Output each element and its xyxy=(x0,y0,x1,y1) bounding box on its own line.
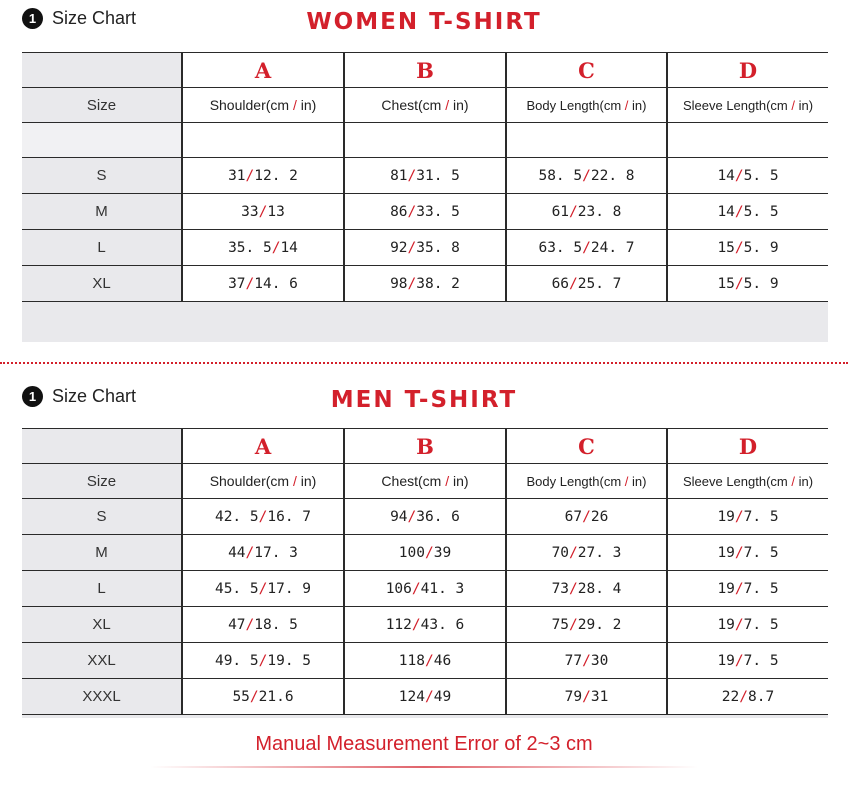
table-row xyxy=(22,266,828,302)
body-length-value: 73/28. 4 xyxy=(506,571,667,607)
body-length-value: 77/30 xyxy=(506,643,667,679)
shoulder-value: 31/12. 2 xyxy=(182,158,344,194)
chest-value: 98/38. 2 xyxy=(344,266,506,302)
size-label: S xyxy=(22,158,182,194)
chest-value: 100/39 xyxy=(344,535,506,571)
size-label: XL xyxy=(22,607,182,643)
size-label: S xyxy=(22,499,182,535)
table-row xyxy=(22,499,828,535)
men-size-table xyxy=(22,428,828,715)
letter-d: D xyxy=(667,53,828,88)
letter-c: C xyxy=(506,429,667,464)
blank-cell xyxy=(506,123,667,158)
sleeve-length-value: 19/7. 5 xyxy=(667,571,828,607)
chest-value: 112/43. 6 xyxy=(344,607,506,643)
body-length-header: Body Length(cm / in) xyxy=(506,88,667,123)
shoulder-value: 33/13 xyxy=(182,194,344,230)
body-length-value: 67/26 xyxy=(506,499,667,535)
chest-value: 118/46 xyxy=(344,643,506,679)
table-row xyxy=(22,194,828,230)
size-header: Size xyxy=(22,464,182,499)
blank-cell xyxy=(344,123,506,158)
shoulder-value: 42. 5/16. 7 xyxy=(182,499,344,535)
letter-a: A xyxy=(182,429,344,464)
size-chart-label: Size Chart xyxy=(52,386,137,406)
letter-b: B xyxy=(344,429,506,464)
shoulder-value: 47/18. 5 xyxy=(182,607,344,643)
shoulder-value: 55/21.6 xyxy=(182,679,344,715)
body-length-value: 75/29. 2 xyxy=(506,607,667,643)
size-chart-label: Size Chart xyxy=(52,8,137,28)
body-length-value: 58. 5/22. 8 xyxy=(506,158,667,194)
table-row xyxy=(22,158,828,194)
men-tshirt-title: MEN T-SHIRT xyxy=(330,387,518,413)
body-length-value: 61/23. 8 xyxy=(506,194,667,230)
sleeve-length-value: 19/7. 5 xyxy=(667,607,828,643)
size-label: M xyxy=(22,535,182,571)
table-row xyxy=(22,643,828,679)
chest-value: 106/41. 3 xyxy=(344,571,506,607)
chest-header: Chest(cm / in) xyxy=(344,464,506,499)
shoulder-value: 45. 5/17. 9 xyxy=(182,571,344,607)
table-row xyxy=(22,230,828,266)
column-header-row xyxy=(22,88,828,123)
sleeve-length-value: 22/8.7 xyxy=(667,679,828,715)
blank-cell xyxy=(22,123,182,158)
chest-value: 124/49 xyxy=(344,679,506,715)
chest-value: 81/31. 5 xyxy=(344,158,506,194)
size-label: XXL xyxy=(22,643,182,679)
shoulder-header: Shoulder(cm / in) xyxy=(182,88,344,123)
women-tshirt-title: WOMEN T-SHIRT xyxy=(306,9,542,35)
shoulder-value: 35. 5/14 xyxy=(182,230,344,266)
sleeve-length-header: Sleeve Length(cm / in) xyxy=(667,88,828,123)
size-label: XL xyxy=(22,266,182,302)
women-size-chart-section xyxy=(0,0,848,350)
sleeve-length-value: 15/5. 9 xyxy=(667,230,828,266)
body-length-value: 79/31 xyxy=(506,679,667,715)
size-header: Size xyxy=(22,88,182,123)
letter-c: C xyxy=(506,53,667,88)
size-label: L xyxy=(22,230,182,266)
section-divider xyxy=(0,362,848,364)
letter-b: B xyxy=(344,53,506,88)
chest-header: Chest(cm / in) xyxy=(344,88,506,123)
sleeve-length-value: 14/5. 5 xyxy=(667,194,828,230)
blank-cell xyxy=(182,123,344,158)
size-label: M xyxy=(22,194,182,230)
sleeve-length-value: 14/5. 5 xyxy=(667,158,828,194)
chest-value: 94/36. 6 xyxy=(344,499,506,535)
sleeve-length-header: Sleeve Length(cm / in) xyxy=(667,464,828,499)
body-length-header: Body Length(cm / in) xyxy=(506,464,667,499)
sleeve-length-value: 15/5. 9 xyxy=(667,266,828,302)
letter-corner-cell xyxy=(22,429,182,464)
number-badge-icon: 1 xyxy=(22,386,43,407)
body-length-value: 70/27. 3 xyxy=(506,535,667,571)
blank-cell xyxy=(667,123,828,158)
letter-a: A xyxy=(182,53,344,88)
body-length-value: 66/25. 7 xyxy=(506,266,667,302)
chest-value: 86/33. 5 xyxy=(344,194,506,230)
blank-row xyxy=(22,123,828,158)
table-row xyxy=(22,571,828,607)
shoulder-value: 37/14. 6 xyxy=(182,266,344,302)
measurement-error-note: Manual Measurement Error of 2~3 cm xyxy=(255,733,593,755)
men-size-chart-section xyxy=(0,378,848,723)
body-length-value: 63. 5/24. 7 xyxy=(506,230,667,266)
table-row xyxy=(22,679,828,715)
size-label: XXXL xyxy=(22,679,182,715)
shoulder-value: 44/17. 3 xyxy=(182,535,344,571)
table-row xyxy=(22,535,828,571)
measurement-letter-row xyxy=(22,429,828,464)
chest-value: 92/35. 8 xyxy=(344,230,506,266)
measurement-letter-row xyxy=(22,53,828,88)
women-size-table xyxy=(22,52,828,302)
shoulder-header: Shoulder(cm / in) xyxy=(182,464,344,499)
sleeve-length-value: 19/7. 5 xyxy=(667,643,828,679)
column-header-row xyxy=(22,464,828,499)
size-label: L xyxy=(22,571,182,607)
number-badge-icon: 1 xyxy=(22,8,43,29)
shoulder-value: 49. 5/19. 5 xyxy=(182,643,344,679)
letter-d: D xyxy=(667,429,828,464)
footer-underline xyxy=(150,766,698,768)
letter-corner-cell xyxy=(22,53,182,88)
table-row xyxy=(22,607,828,643)
sleeve-length-value: 19/7. 5 xyxy=(667,535,828,571)
sleeve-length-value: 19/7. 5 xyxy=(667,499,828,535)
